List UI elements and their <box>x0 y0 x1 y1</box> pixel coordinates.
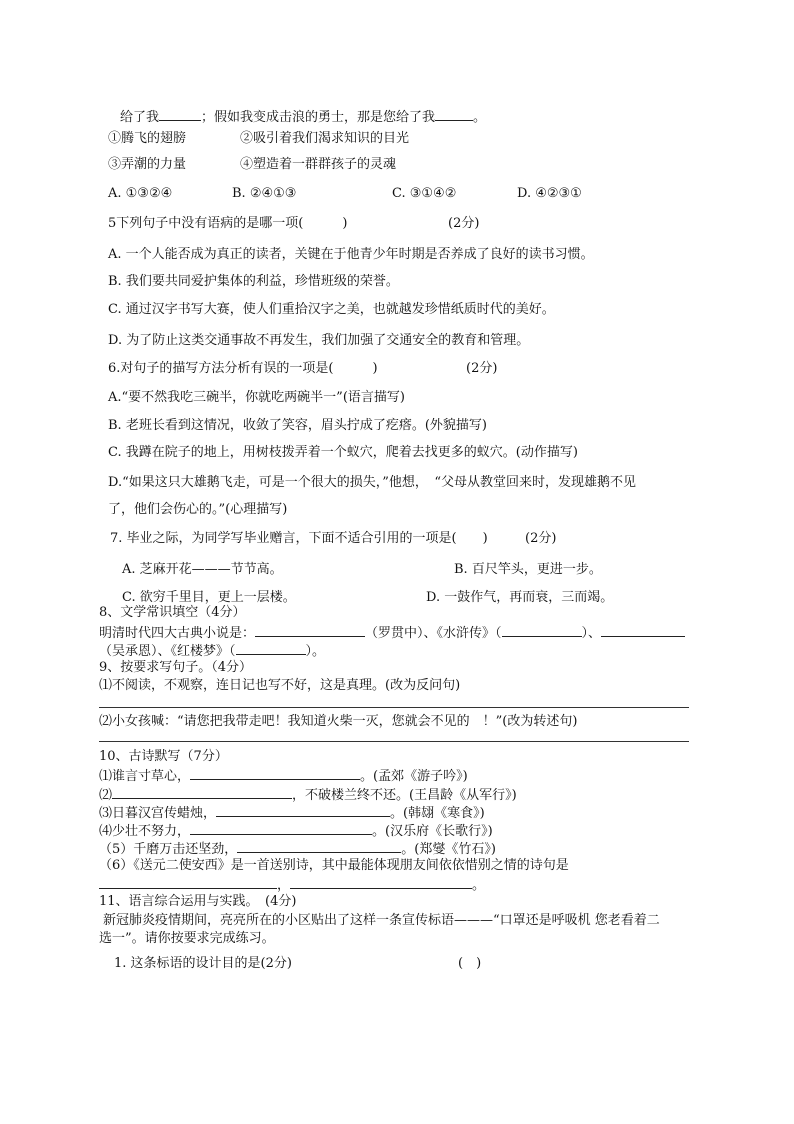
q7-stem: 7. 毕业之际，为同学写毕业赠言，下面不适合引用的一项是( ) (2分) <box>110 531 557 546</box>
q10-line5: （5）千磨万击还坚劲， 。(郑燮《竹石》) <box>99 839 496 859</box>
q4-line1: 给了我 ；假如我变成击浪的勇士，那是您给了我 。 <box>120 107 486 127</box>
answer-blank[interactable] <box>502 623 582 637</box>
answer-blank[interactable] <box>190 821 372 835</box>
q6-option-a[interactable]: A.“要不然我吃三碗半，你就吃两碗半一”(语言描写) <box>108 390 405 405</box>
q7-option-a[interactable]: A. 芝麻开花———节节高。 <box>122 562 283 577</box>
q4-choices <box>108 185 582 203</box>
answer-line[interactable] <box>99 741 689 742</box>
answer-blank[interactable] <box>99 875 277 889</box>
q8-line2: （吴承恩）、《红楼梦》（ ）。 <box>99 641 325 661</box>
q4-options-row1: ①腾飞的翅膀 ②吸引着我们渴求知识的目光 <box>108 131 410 146</box>
q10-line2: ⑵ ，不破楼兰终不还。(王昌龄《从军行》) <box>99 785 517 805</box>
answer-blank[interactable] <box>159 107 201 121</box>
q11-intro-line2: 选一”。请你按要求完成练习。 <box>99 931 275 946</box>
q4-options-row2: ③弄潮的力量 ④塑造着一群群孩子的灵魂 <box>108 157 397 172</box>
answer-paren[interactable]: ( ) <box>458 956 482 971</box>
choice-a[interactable]: A. ①③②④ <box>108 186 173 201</box>
answer-blank[interactable] <box>255 623 365 637</box>
q5-stem: 5下列句子中没有语病的是哪一项( ) (2分) <box>108 216 480 231</box>
answer-blank[interactable] <box>237 839 401 853</box>
choice-c[interactable]: C. ③①④② <box>392 186 457 201</box>
q5-option-b[interactable]: B. 我们要共同爱护集体的利益，珍惜班级的荣誉。 <box>108 274 399 289</box>
q7-option-c[interactable]: C. 欲穷千里目，更上一层楼。 <box>122 590 296 605</box>
q10-line4: ⑷少壮不努力， 。(汉乐府《长歌行》) <box>99 821 493 841</box>
choice-b[interactable]: B. ②④①③ <box>232 186 297 201</box>
answer-blank[interactable] <box>236 641 306 655</box>
q6-score: (2分) <box>466 361 498 376</box>
q7-option-d[interactable]: D. 一鼓作气，再而衰，三而竭。 <box>426 590 614 605</box>
q8-title: 8、文学常识填空（4分） <box>99 605 246 620</box>
choice-d[interactable]: D. ④②③① <box>517 186 582 201</box>
answer-blank[interactable] <box>435 107 473 121</box>
q10-line7: ， 。 <box>99 875 485 895</box>
answer-blank[interactable] <box>112 785 292 799</box>
q10-line3: ⑶日暮汉宫传蜡烛， 。(韩翃《寒食》) <box>99 803 485 823</box>
answer-line[interactable] <box>99 707 689 708</box>
q9-sentence1: ⑴不阅读，不观察，连日记也写不好，这是真理。(改为反问句) <box>99 678 461 693</box>
q5-option-d[interactable]: D. 为了防止这类交通事故不再发生，我们加强了交通安全的教育和管理。 <box>108 333 530 348</box>
answer-blank[interactable] <box>290 875 472 889</box>
q10-line6: （6）《送元二使安西》是一首送别诗，其中最能体现朋友间依依惜别之情的诗句是 <box>99 858 569 873</box>
q7-score: (2分) <box>525 531 557 546</box>
answer-blank[interactable] <box>601 623 685 637</box>
q9-sentence2: ⑵小女孩喊：“请您把我带走吧！我知道火柴一灭，您就会不见的 ！”(改为转述句) <box>99 714 578 729</box>
q8-line1: 明清时代四大古典小说是： （罗贯中）、《水浒传》（ ）、 <box>99 623 685 643</box>
q6-option-c[interactable]: C. 我蹲在院子的地上，用树枝拨弄着一个蚁穴，爬着去找更多的蚁穴。(动作描写) <box>108 445 578 460</box>
q9-title: 9、按要求写句子。（4分） <box>99 660 253 675</box>
q10-title: 10、古诗默写（7分） <box>99 749 228 764</box>
q6-stem: 6.对句子的描写方法分析有误的一项是( ) (2分) <box>108 361 498 376</box>
q5-option-c[interactable]: C. 通过汉字书写大赛，使人们重拾汉字之美，也就越发珍惜纸质时代的美好。 <box>108 302 555 317</box>
q11-title: 11、语言综合运用与实践。 (4分) <box>99 894 297 909</box>
answer-blank[interactable] <box>216 803 390 817</box>
q10-line1: ⑴谁言寸草心， 。(孟郊《游子吟》) <box>99 766 468 786</box>
q5-score: (2分) <box>448 216 480 231</box>
q6-option-d-line1[interactable]: D.“如果这只大雄鹅飞走，可是一个很大的损失，”他想， “父母从教堂回来时，发现雄鹅不见 <box>108 475 637 490</box>
q6-option-b[interactable]: B. 老班长看到这情况，收敛了笑容，眉头拧成了疙瘩。(外貌描写) <box>108 418 487 433</box>
q5-option-a[interactable]: A. 一个人能否成为真正的读者，关键在于他青少年时期是否养成了良好的读书习惯。 <box>108 247 594 262</box>
q11-intro-line1: 新冠肺炎疫情期间，亮亮所在的小区贴出了这样一条宣传标语———“口罩还是呼吸机 您老看着二 <box>103 913 660 928</box>
q11-sub1: 1. 这条标语的设计目的是(2分) ( ) <box>114 956 482 971</box>
answer-blank[interactable] <box>190 766 360 780</box>
q7-option-b[interactable]: B. 百尺竿头，更进一步。 <box>454 562 602 577</box>
q6-option-d-line2: 了，他们会伤心的。”(心理描写) <box>108 502 288 517</box>
